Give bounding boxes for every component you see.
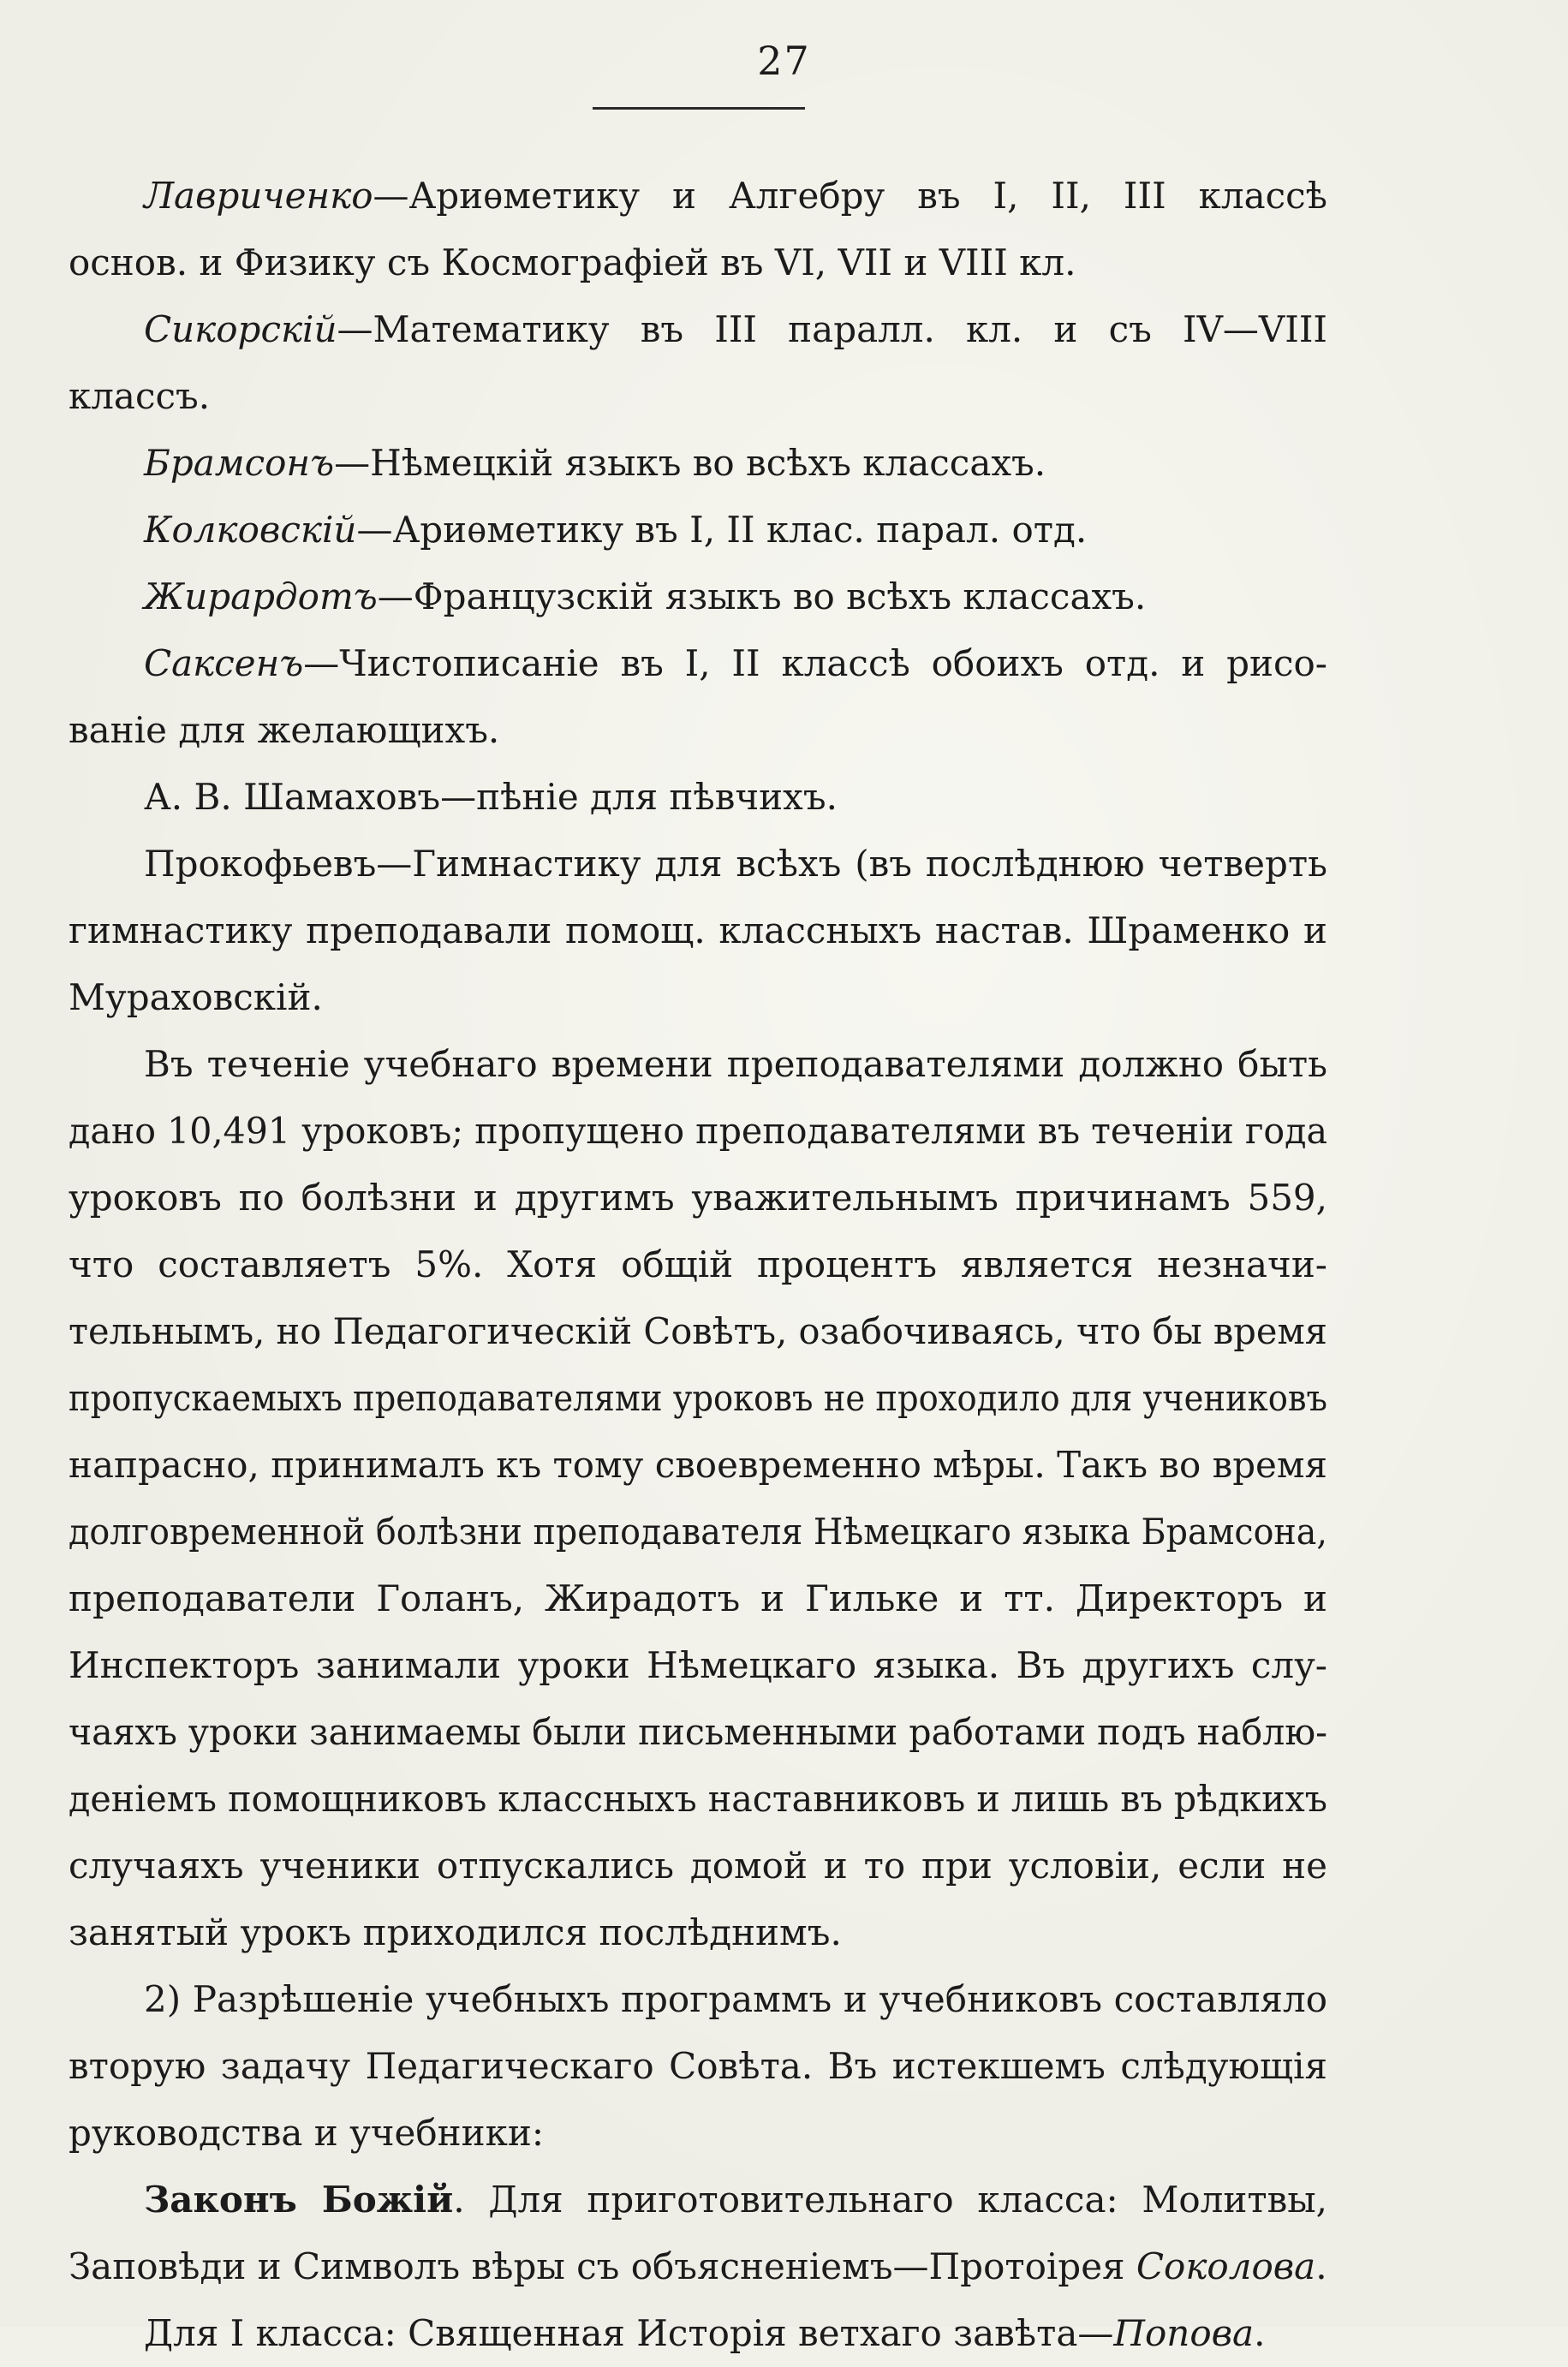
text-line-content [69, 1298, 1327, 1365]
text-line [69, 1833, 1327, 1899]
text-run: . [1254, 2312, 1266, 2354]
text-line [69, 1766, 1327, 1833]
italic-name: Брамсонъ [144, 442, 335, 484]
text-line [69, 2100, 1327, 2167]
text-line-content [69, 1231, 1327, 1298]
italic-name: Жирардотъ [144, 575, 378, 617]
text-line-content [144, 497, 1087, 563]
text-line-content [144, 630, 1327, 697]
text-run: —Ариѳметику въ I, II клас. парал. отд. [356, 509, 1088, 551]
text-run: чаяхъ уроки занимаемы были письменными работами подъ наблю- [69, 1711, 1327, 1753]
text-run: деніемъ помощниковъ классныхъ наставниковъ и лишь въ рѣдкихъ [69, 1778, 1327, 1820]
text-line [69, 1699, 1327, 1766]
text-line [69, 964, 1327, 1031]
text-line [69, 630, 1327, 697]
text-run: уроковъ по болѣзни и другимъ уважительнымъ причинамъ 559, [69, 1177, 1327, 1219]
text-run: . [1315, 2245, 1327, 2287]
text-line-content [144, 764, 838, 831]
text-line [69, 1499, 1327, 1565]
text-line-content [69, 1432, 1327, 1499]
text-line-content [144, 296, 1327, 363]
text-line-content [144, 163, 1327, 230]
text-line-content [69, 1098, 1327, 1165]
italic-name: Попова [1113, 2312, 1255, 2354]
text-run: что составляетъ 5%. Хотя общій процентъ является незначи- [69, 1243, 1327, 1285]
text-line [69, 1298, 1327, 1365]
text-line [69, 2300, 1327, 2367]
text-line [69, 1031, 1327, 1098]
text-run: —Нѣмецкій языкъ во всѣхъ классахъ. [334, 442, 1046, 484]
text-line-content [69, 1632, 1327, 1699]
text-line [69, 2233, 1327, 2300]
text-line-content [144, 831, 1327, 897]
italic-name: Колковскій [144, 509, 357, 551]
text-run: вторую задачу Педагическаго Совѣта. Въ истекшемъ слѣдующія [69, 2045, 1327, 2087]
text-line-content [69, 2233, 1327, 2300]
text-line [69, 2167, 1327, 2233]
text-run: долговременной болѣзни преподавателя Нѣмецкаго языка Брамсона, [69, 1511, 1327, 1553]
text-run: . Для приготовительнаго класса: Молитвы, [453, 2179, 1327, 2221]
text-run: напрасно, принималъ къ тому своевременно мѣры. Такъ во время [69, 1444, 1327, 1486]
text-line [69, 1899, 1327, 1966]
text-run: —Ариѳметику и Алгебру въ I, II, III классѣ [373, 175, 1327, 217]
text-run: —Французскій языкъ во всѣхъ классахъ. [377, 575, 1147, 617]
text-run: дано 10,491 уроковъ; пропущено преподавателями въ теченіи года [69, 1110, 1327, 1152]
text-run: основ. и Физику съ Космографіей въ VI, VII и VIII кл. [69, 241, 1076, 283]
text-line-content [69, 964, 323, 1031]
text-line [69, 1231, 1327, 1298]
text-line-content [69, 363, 210, 430]
text-line [69, 363, 1327, 430]
text-line-content [69, 1565, 1327, 1632]
header-rule [593, 107, 805, 110]
text-run: Для I класса: Священная Исторія ветхаго завѣта— [144, 2312, 1114, 2354]
text-line-content [69, 2033, 1327, 2100]
text-line [69, 497, 1327, 563]
text-line-content [69, 2100, 544, 2167]
text-run: руководства и учебники: [69, 2112, 545, 2154]
italic-name: Сикорскій [144, 308, 337, 350]
text-run: преподаватели Голанъ, Жирадотъ и Гильке и тт. Директоръ и [69, 1577, 1327, 1619]
text-line-content [69, 230, 1076, 296]
text-line-content [144, 1966, 1327, 2033]
text-line-content [69, 697, 499, 764]
text-line [69, 1365, 1327, 1432]
text-run: А. В. Шамаховъ—пѣніе для пѣвчихъ. [144, 776, 838, 818]
text-line [69, 430, 1327, 497]
document-body [69, 163, 1327, 2367]
text-line-content [69, 1365, 1327, 1432]
italic-name: Лавриченко [144, 175, 373, 217]
text-line-content [69, 897, 1327, 964]
text-run: ваніе для желающихъ. [69, 709, 500, 751]
text-run: Мураховскій. [69, 976, 323, 1018]
text-line [69, 1632, 1327, 1699]
text-line [69, 296, 1327, 363]
page-number: 27 [757, 38, 811, 84]
text-run: пропускаемыхъ преподавателями уроковъ не проходило для учениковъ [69, 1377, 1327, 1419]
text-line-content [69, 1499, 1327, 1565]
text-line [69, 1098, 1327, 1165]
text-line [69, 163, 1327, 230]
text-line [69, 897, 1327, 964]
text-line [69, 1966, 1327, 2033]
text-line-content [69, 1766, 1327, 1833]
text-line [69, 1565, 1327, 1632]
text-line-content [144, 2167, 1327, 2233]
text-line-content [69, 1899, 842, 1966]
text-run: классъ. [69, 375, 211, 417]
text-line [69, 1432, 1327, 1499]
text-run: Въ теченіе учебнаго времени преподавателями должно быть [144, 1043, 1327, 1085]
text-line [69, 563, 1327, 630]
text-line [69, 764, 1327, 831]
text-line-content [144, 1031, 1327, 1098]
text-run: случаяхъ ученики отпускались домой и то при условіи, если не [69, 1845, 1327, 1887]
text-line [69, 831, 1327, 897]
text-line-content [144, 563, 1146, 630]
text-run: занятый урокъ приходился послѣднимъ. [69, 1911, 842, 1953]
text-run: Прокофьевъ—Гимнастику для всѣхъ (въ послѣднюю четверть [144, 843, 1327, 885]
text-line [69, 697, 1327, 764]
italic-name: Саксенъ [144, 642, 304, 684]
text-run: тельнымъ, но Педагогическій Совѣтъ, озабочиваясь, что бы время [69, 1310, 1327, 1352]
text-line-content [144, 430, 1046, 497]
text-line [69, 230, 1327, 296]
text-line [69, 1165, 1327, 1231]
text-line [69, 2033, 1327, 2100]
text-run: Инспекторъ занимали уроки Нѣмецкаго языка. Въ другихъ слу- [69, 1644, 1327, 1686]
text-line-content [69, 1699, 1327, 1766]
text-line-content [144, 2300, 1265, 2367]
text-line-content [69, 1165, 1327, 1231]
text-run: 2) Разрѣшеніе учебныхъ программъ и учебниковъ составляло [144, 1978, 1327, 2020]
text-run: гимнастику преподавали помощ. классныхъ настав. Шраменко и [69, 909, 1327, 951]
text-line-content [69, 1833, 1327, 1899]
text-run: Заповѣди и Символъ вѣры съ объясненіемъ—Протоірея [69, 2245, 1136, 2287]
italic-name: Соколова [1136, 2245, 1316, 2287]
bold-heading: Законъ Божій [144, 2179, 454, 2221]
text-run: —Математику въ III паралл. кл. и съ IV—VIII [337, 308, 1327, 350]
text-run: —Чистописаніе въ I, II классѣ обоихъ отд. и рисо- [303, 642, 1327, 684]
